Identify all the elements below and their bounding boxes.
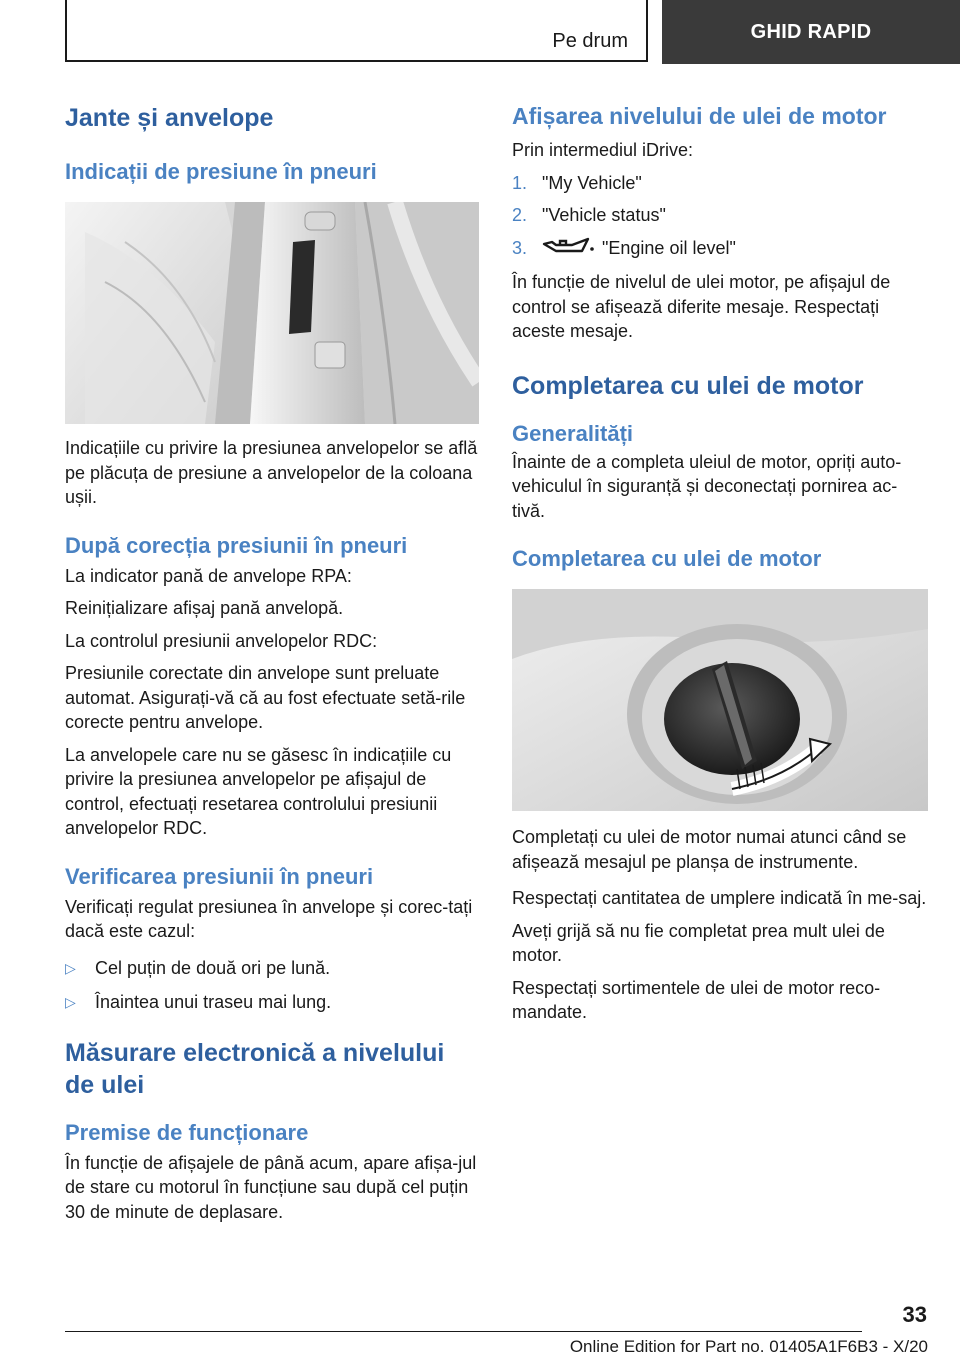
check-list — [65, 956, 479, 1015]
oil-filler-cap-figure — [512, 589, 928, 811]
text-rdc: La controlul presiunii anvelopelor RDC: — [65, 630, 378, 651]
heading-masurare: Măsurare electronică a nivelului de ulei — [65, 1038, 445, 1099]
list-item: 1. "My Vehicle" — [512, 172, 642, 193]
text-reinitializare: Reinițializare afișaj pană anvelopă. — [65, 598, 344, 618]
left-column — [65, 100, 479, 1224]
text-grija: Aveți grijă să nu fie completat prea mult ulei de motor. — [512, 920, 885, 965]
text-inainte: Înainte de a completa uleiul de motor, opriți auto-vehiculul în siguranță și deconectați pornirea ac-tivă. — [512, 451, 902, 521]
oil-cap-illustration — [512, 589, 928, 811]
heading-indicatii: Indicații de presiune în pneuri — [65, 159, 377, 184]
text-idrive: Prin intermediul iDrive: — [512, 140, 694, 160]
text-premise: În funcție de afișajele de până acum, apare afișa-jul de stare cu motorul în funcțiune sau după cel puțin 30 de minute de deplasare. — [65, 1152, 477, 1222]
footer-divider — [65, 1331, 862, 1332]
header-chapter-tab: GHID RAPID — [662, 0, 960, 64]
list-item: 3. "Engine oil level" — [512, 236, 928, 263]
heading-jante: Jante și anvelope — [65, 104, 274, 132]
caption-tire-plate: Indicațiile cu privire la presiunea anvelopelor se află pe plăcuța de presiune a anvelopelor de la coloana ușii. — [65, 438, 478, 507]
triangle-bullet-icon: ▷ — [65, 994, 76, 1010]
triangle-bullet-icon: ▷ — [65, 959, 76, 976]
page-number: 33 — [902, 1302, 927, 1327]
text-verificati: Verificați regulat presiunea în anvelope și corec-tați dacă este cazul: — [65, 896, 473, 941]
text-rpa: La indicator pană de anvelope RPA: — [65, 565, 352, 586]
heading-premise: Premise de funcționare — [65, 1119, 309, 1145]
text-presiunile: Presiunile corectate din anvelope sunt preluate automat. Asigurați-vă că au fost efectuate setă-rile corecte pentru anvelope. — [65, 663, 466, 732]
door-pillar-illustration — [65, 202, 479, 424]
footer-edition: Online Edition for Part no. 01405A1F6B3 - X/20 — [569, 1337, 928, 1356]
heading-dupa-corectia: După corecția presiunii în pneuri — [65, 532, 408, 558]
list-item: ▷ Înaintea unui traseu mai lung. — [65, 990, 479, 1015]
right-column — [512, 100, 928, 1025]
list-item: ▷ Cel puțin de două ori pe lună. — [65, 956, 479, 981]
heading-completarea-main: Completarea cu ulei de motor — [512, 371, 864, 400]
text-sortimentele: Respectați sortimentele de ulei de motor reco-mandate. — [512, 977, 881, 1022]
text-anvelopele: La anvelopele care nu se găsesc în indicațiile cu privire la presiunea anvelopelor pe afișajul de control, efectuați resetarea controlului presiunii anvelopelor RDC. — [65, 744, 452, 838]
header-section-box — [65, 0, 648, 62]
heading-completarea-sub: Completarea cu ulei de motor — [512, 546, 822, 571]
tire-pressure-plate-figure — [65, 202, 479, 424]
heading-verificarea: Verificarea presiunii în pneuri — [65, 863, 374, 889]
oil-can-icon — [542, 236, 594, 263]
heading-generalitati: Generalități — [512, 420, 634, 446]
heading-afisarea: Afișarea nivelului de ulei de motor — [512, 103, 887, 129]
header-section-title: Pe drum — [552, 30, 628, 52]
idrive-steps — [512, 171, 928, 263]
text-functie: În funcție de nivelul de ulei motor, pe afișajul de control se afișează diferite mesaje. Respectați aceste mesaje. — [512, 272, 891, 341]
text-completati: Completați cu ulei de motor numai atunci când se afișează mesajul pe planșa de instrumente. — [512, 827, 907, 872]
list-item: 2. "Vehicle status" — [512, 205, 666, 225]
text-cantitatea: Respectați cantitatea de umplere indicată în me-saj. — [512, 888, 927, 908]
